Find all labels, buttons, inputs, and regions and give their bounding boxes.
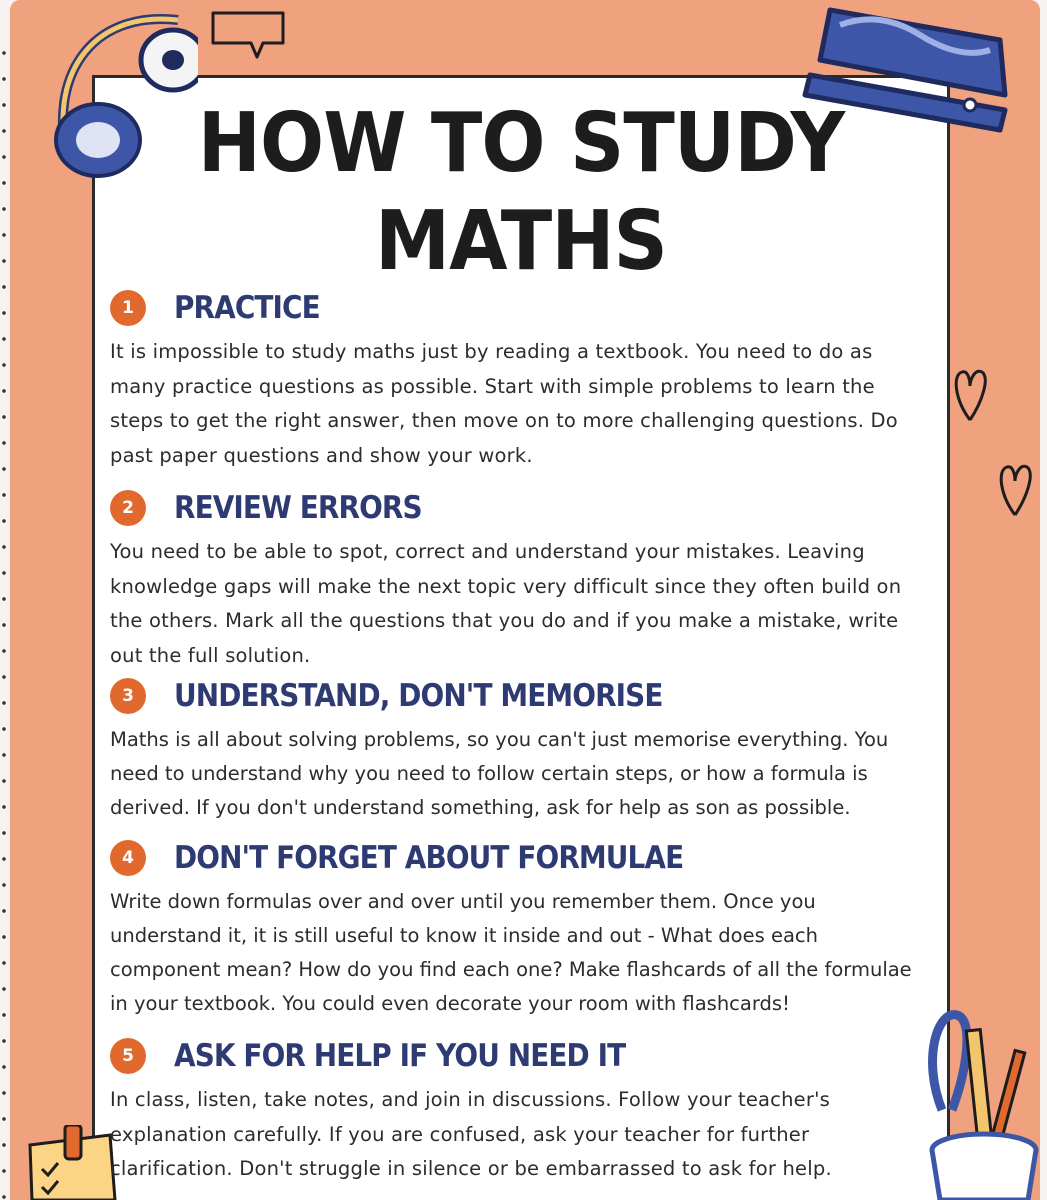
number-badge: 3 bbox=[110, 678, 146, 714]
section-heading bbox=[110, 1033, 930, 1079]
section-heading bbox=[110, 285, 930, 331]
heart-icon bbox=[950, 360, 990, 430]
section-text: Write down formulas over and over until you remember them. Once you understand it, it is still useful to know it inside and out - What does each component mean? How do you find each one? Make flashcards of all the formulae in your textbook. You could even decorate your room with flashcards! bbox=[110, 890, 912, 1015]
section-text: You need to be able to spot, correct and understand your mistakes. Leaving knowledge gaps will make the next topic very difficult since they often build on the others. Mark all the questions that you do and if you make a mistake, write out the full solution. bbox=[110, 540, 902, 667]
section-text: Maths is all about solving problems, so you can't just memorise everything. You need to understand why you need to follow certain steps, or how a formula is derived. If you don't understand something, ask for help as son as possible. bbox=[110, 728, 889, 819]
section-formulae bbox=[110, 835, 930, 1021]
section-title: REVIEW ERRORS bbox=[174, 490, 422, 526]
heart-icon bbox=[995, 455, 1035, 525]
section-understand bbox=[110, 673, 930, 825]
section-title: DON'T FORGET ABOUT FORMULAE bbox=[174, 840, 684, 876]
section-text: It is impossible to study maths just by reading a textbook. You need to do as many practice questions as possible. Start with simple problems to learn the steps to get the right answer, then move on to more challenging questions. Do past paper questions and show your work. bbox=[110, 340, 898, 467]
section-review-errors bbox=[110, 485, 930, 673]
section-title: PRACTICE bbox=[174, 290, 320, 326]
section-text: In class, listen, take notes, and join in discussions. Follow your teacher's explanation carefully. If you are confused, ask your teacher for further clarification. Don't struggle in silence or be embarrassed to ask for help. bbox=[110, 1088, 832, 1180]
sticky-note-icon bbox=[20, 1125, 120, 1200]
number-badge: 2 bbox=[110, 490, 146, 526]
page-title: HOW TO STUDY MATHS bbox=[197, 96, 845, 289]
number-badge: 4 bbox=[110, 840, 146, 876]
section-practice bbox=[110, 285, 930, 473]
number-badge: 1 bbox=[110, 290, 146, 326]
section-heading bbox=[110, 835, 930, 881]
dotted-edge bbox=[0, 40, 8, 1200]
section-heading bbox=[110, 673, 930, 719]
section-title: ASK FOR HELP IF YOU NEED IT bbox=[174, 1038, 626, 1074]
pencil-cup-icon bbox=[912, 1000, 1042, 1200]
speech-bubble-icon bbox=[205, 5, 295, 65]
section-ask-for-help bbox=[110, 1033, 930, 1187]
section-title: UNDERSTAND, DON'T MEMORISE bbox=[174, 678, 663, 714]
section-heading bbox=[110, 485, 930, 531]
number-badge: 5 bbox=[110, 1038, 146, 1074]
